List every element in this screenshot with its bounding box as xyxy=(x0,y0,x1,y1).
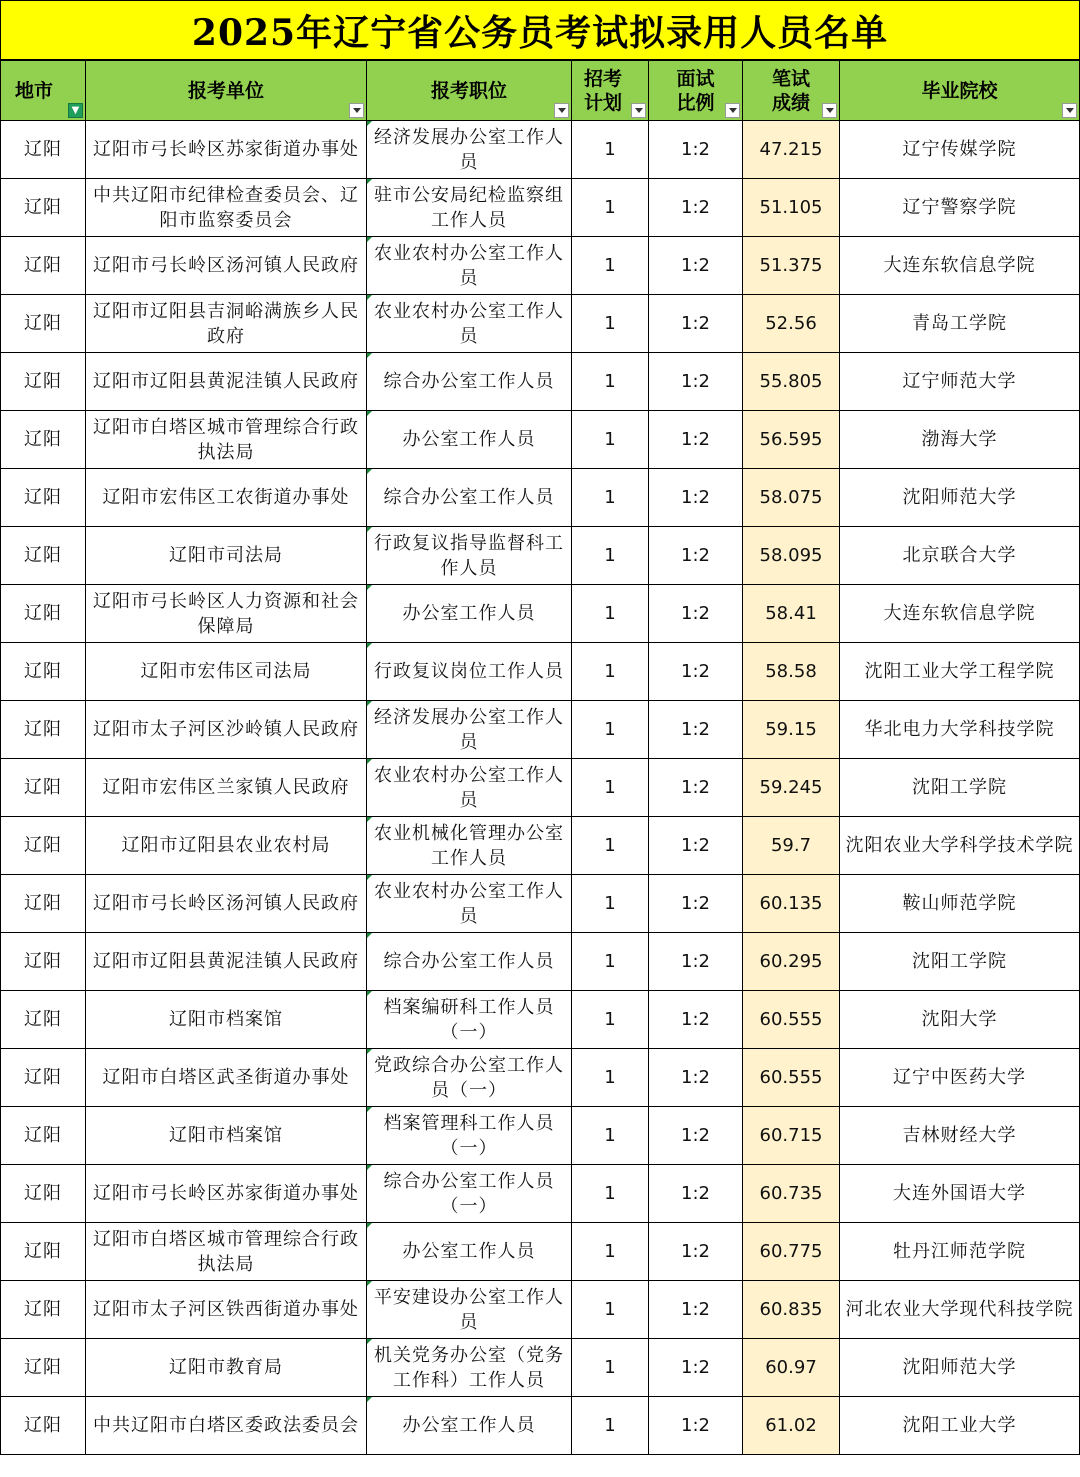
cell-region[interactable]: 辽阳 xyxy=(1,1049,86,1107)
cell-position[interactable]: 办公室工作人员 xyxy=(367,411,572,469)
cell-ratio[interactable]: 1:2 xyxy=(649,121,743,179)
cell-region[interactable]: 辽阳 xyxy=(1,295,86,353)
cell-unit[interactable]: 辽阳市教育局 xyxy=(86,1339,367,1397)
cell-ratio[interactable]: 1:2 xyxy=(649,353,743,411)
cell-quota[interactable]: 1 xyxy=(572,353,649,411)
table-row xyxy=(1,1223,1080,1281)
cell-score[interactable]: 60.835 xyxy=(743,1281,840,1339)
cell-score[interactable]: 60.555 xyxy=(743,1049,840,1107)
cell-score[interactable]: 59.15 xyxy=(743,701,840,759)
header-unit xyxy=(86,61,367,121)
cell-ratio[interactable]: 1:2 xyxy=(649,1165,743,1223)
table-row xyxy=(1,237,1080,295)
cell-quota[interactable]: 1 xyxy=(572,1049,649,1107)
cell-school[interactable]: 鞍山师范学院 xyxy=(840,875,1080,933)
cell-score[interactable]: 61.02 xyxy=(743,1397,840,1455)
cell-score[interactable]: 47.215 xyxy=(743,121,840,179)
cell-position[interactable]: 平安建设办公室工作人员 xyxy=(367,1281,572,1339)
cell-ratio[interactable]: 1:2 xyxy=(649,1281,743,1339)
cell-quota[interactable]: 1 xyxy=(572,701,649,759)
cell-ratio[interactable]: 1:2 xyxy=(649,701,743,759)
cell-region[interactable]: 辽阳 xyxy=(1,759,86,817)
cell-school[interactable]: 沈阳大学 xyxy=(840,991,1080,1049)
cell-score[interactable]: 55.805 xyxy=(743,353,840,411)
cell-ratio[interactable]: 1:2 xyxy=(649,1339,743,1397)
cell-unit[interactable]: 辽阳市辽阳县黄泥洼镇人民政府 xyxy=(86,933,367,991)
filter-dropdown-icon[interactable] xyxy=(725,103,740,118)
table-row xyxy=(1,1397,1080,1455)
cell-ratio[interactable]: 1:2 xyxy=(649,585,743,643)
cell-ratio[interactable]: 1:2 xyxy=(649,1397,743,1455)
cell-position[interactable]: 党政综合办公室工作人员（一） xyxy=(367,1049,572,1107)
applicant-table xyxy=(0,60,1080,1455)
filter-active-icon[interactable]: ▼ xyxy=(68,103,83,118)
cell-quota[interactable]: 1 xyxy=(572,643,649,701)
header-label: 笔试成绩 xyxy=(771,67,810,114)
cell-ratio[interactable]: 1:2 xyxy=(649,817,743,875)
cell-region[interactable]: 辽阳 xyxy=(1,411,86,469)
cell-position[interactable]: 农业农村办公室工作人员 xyxy=(367,875,572,933)
cell-region[interactable]: 辽阳 xyxy=(1,991,86,1049)
table-row xyxy=(1,295,1080,353)
cell-school[interactable]: 沈阳师范大学 xyxy=(840,1339,1080,1397)
filter-dropdown-icon[interactable] xyxy=(554,103,569,118)
cell-position[interactable]: 行政复议岗位工作人员 xyxy=(367,643,572,701)
cell-score[interactable]: 58.075 xyxy=(743,469,840,527)
cell-quota[interactable]: 1 xyxy=(572,237,649,295)
header-quota xyxy=(572,61,649,121)
table-row xyxy=(1,1281,1080,1339)
cell-region[interactable]: 辽阳 xyxy=(1,121,86,179)
cell-position[interactable]: 农业机械化管理办公室工作人员 xyxy=(367,817,572,875)
cell-unit[interactable]: 辽阳市弓长岭区汤河镇人民政府 xyxy=(86,875,367,933)
cell-unit[interactable]: 中共辽阳市纪律检查委员会、辽阳市监察委员会 xyxy=(86,179,367,237)
cell-unit[interactable]: 辽阳市弓长岭区人力资源和社会保障局 xyxy=(86,585,367,643)
table-row xyxy=(1,759,1080,817)
cell-ratio[interactable]: 1:2 xyxy=(649,933,743,991)
cell-quota[interactable]: 1 xyxy=(572,585,649,643)
cell-region[interactable]: 辽阳 xyxy=(1,643,86,701)
cell-position[interactable]: 农业农村办公室工作人员 xyxy=(367,759,572,817)
table-row xyxy=(1,585,1080,643)
cell-region[interactable]: 辽阳 xyxy=(1,701,86,759)
table-row xyxy=(1,991,1080,1049)
cell-school[interactable]: 华北电力大学科技学院 xyxy=(840,701,1080,759)
cell-quota[interactable]: 1 xyxy=(572,933,649,991)
table-row xyxy=(1,933,1080,991)
cell-region[interactable]: 辽阳 xyxy=(1,1339,86,1397)
cell-ratio[interactable]: 1:2 xyxy=(649,295,743,353)
cell-score[interactable]: 59.245 xyxy=(743,759,840,817)
cell-school[interactable]: 大连外国语大学 xyxy=(840,1165,1080,1223)
cell-score[interactable]: 60.775 xyxy=(743,1223,840,1281)
cell-unit[interactable]: 辽阳市白塔区城市管理综合行政执法局 xyxy=(86,411,367,469)
filter-dropdown-icon[interactable] xyxy=(822,103,837,118)
header-label: 地市 xyxy=(14,79,53,102)
table-row xyxy=(1,469,1080,527)
cell-unit[interactable]: 辽阳市白塔区武圣街道办事处 xyxy=(86,1049,367,1107)
cell-position[interactable]: 综合办公室工作人员（一） xyxy=(367,1165,572,1223)
cell-region[interactable]: 辽阳 xyxy=(1,1223,86,1281)
cell-school[interactable]: 大连东软信息学院 xyxy=(840,237,1080,295)
cell-unit[interactable]: 辽阳市白塔区城市管理综合行政执法局 xyxy=(86,1223,367,1281)
cell-unit[interactable]: 辽阳市档案馆 xyxy=(86,1107,367,1165)
table-row xyxy=(1,527,1080,585)
cell-quota[interactable]: 1 xyxy=(572,991,649,1049)
cell-region[interactable]: 辽阳 xyxy=(1,527,86,585)
cell-unit[interactable]: 辽阳市宏伟区工农街道办事处 xyxy=(86,469,367,527)
cell-ratio[interactable]: 1:2 xyxy=(649,991,743,1049)
cell-ratio[interactable]: 1:2 xyxy=(649,411,743,469)
table-row xyxy=(1,1165,1080,1223)
cell-position[interactable]: 综合办公室工作人员 xyxy=(367,469,572,527)
cell-school[interactable]: 沈阳农业大学科学技术学院 xyxy=(840,817,1080,875)
cell-position[interactable]: 办公室工作人员 xyxy=(367,1223,572,1281)
cell-school[interactable]: 辽宁警察学院 xyxy=(840,179,1080,237)
cell-score[interactable]: 60.97 xyxy=(743,1339,840,1397)
table-row xyxy=(1,701,1080,759)
cell-ratio[interactable]: 1:2 xyxy=(649,643,743,701)
header-score xyxy=(743,61,840,121)
cell-position[interactable]: 档案编研科工作人员（一） xyxy=(367,991,572,1049)
cell-school[interactable]: 大连东软信息学院 xyxy=(840,585,1080,643)
cell-score[interactable]: 51.375 xyxy=(743,237,840,295)
cell-score[interactable]: 60.555 xyxy=(743,991,840,1049)
cell-score[interactable]: 58.41 xyxy=(743,585,840,643)
cell-school[interactable]: 沈阳工业大学 xyxy=(840,1397,1080,1455)
cell-unit[interactable]: 辽阳市太子河区铁西街道办事处 xyxy=(86,1281,367,1339)
header-label: 报考单位 xyxy=(187,79,264,102)
cell-unit[interactable]: 辽阳市辽阳县黄泥洼镇人民政府 xyxy=(86,353,367,411)
cell-region[interactable]: 辽阳 xyxy=(1,585,86,643)
cell-school[interactable]: 北京联合大学 xyxy=(840,527,1080,585)
cell-unit[interactable]: 辽阳市宏伟区司法局 xyxy=(86,643,367,701)
header-school xyxy=(840,61,1080,121)
filter-dropdown-icon[interactable] xyxy=(1062,103,1077,118)
cell-score[interactable]: 60.735 xyxy=(743,1165,840,1223)
cell-quota[interactable]: 1 xyxy=(572,1339,649,1397)
header-row xyxy=(1,61,1080,121)
cell-school[interactable]: 吉林财经大学 xyxy=(840,1107,1080,1165)
cell-school[interactable]: 辽宁师范大学 xyxy=(840,353,1080,411)
cell-unit[interactable]: 辽阳市太子河区沙岭镇人民政府 xyxy=(86,701,367,759)
cell-quota[interactable]: 1 xyxy=(572,1397,649,1455)
cell-unit[interactable]: 辽阳市辽阳县吉洞峪满族乡人民政府 xyxy=(86,295,367,353)
cell-position[interactable]: 农业农村办公室工作人员 xyxy=(367,295,572,353)
filter-dropdown-icon[interactable] xyxy=(349,103,364,118)
table-row xyxy=(1,179,1080,237)
cell-position[interactable]: 办公室工作人员 xyxy=(367,1397,572,1455)
cell-unit[interactable]: 辽阳市弓长岭区汤河镇人民政府 xyxy=(86,237,367,295)
cell-region[interactable]: 辽阳 xyxy=(1,1107,86,1165)
cell-unit[interactable]: 中共辽阳市白塔区委政法委员会 xyxy=(86,1397,367,1455)
cell-ratio[interactable]: 1:2 xyxy=(649,759,743,817)
cell-school[interactable]: 沈阳师范大学 xyxy=(840,469,1080,527)
cell-position[interactable]: 机关党务办公室（党务工作科）工作人员 xyxy=(367,1339,572,1397)
cell-score[interactable]: 52.56 xyxy=(743,295,840,353)
cell-region[interactable]: 辽阳 xyxy=(1,1397,86,1455)
cell-quota[interactable]: 1 xyxy=(572,295,649,353)
cell-quota[interactable]: 1 xyxy=(572,1281,649,1339)
cell-position[interactable]: 经济发展办公室工作人员 xyxy=(367,121,572,179)
cell-school[interactable]: 沈阳工业大学工程学院 xyxy=(840,643,1080,701)
cell-score[interactable]: 58.58 xyxy=(743,643,840,701)
table-row xyxy=(1,643,1080,701)
cell-region[interactable]: 辽阳 xyxy=(1,933,86,991)
cell-score[interactable]: 60.135 xyxy=(743,875,840,933)
header-label: 招考计划 xyxy=(583,67,622,114)
table-row xyxy=(1,817,1080,875)
cell-score[interactable]: 60.295 xyxy=(743,933,840,991)
cell-unit[interactable]: 辽阳市宏伟区兰家镇人民政府 xyxy=(86,759,367,817)
cell-quota[interactable]: 1 xyxy=(572,875,649,933)
cell-quota[interactable]: 1 xyxy=(572,179,649,237)
cell-school[interactable]: 渤海大学 xyxy=(840,411,1080,469)
cell-ratio[interactable]: 1:2 xyxy=(649,1223,743,1281)
cell-quota[interactable]: 1 xyxy=(572,527,649,585)
table-row xyxy=(1,1049,1080,1107)
cell-region[interactable]: 辽阳 xyxy=(1,1165,86,1223)
cell-region[interactable]: 辽阳 xyxy=(1,179,86,237)
cell-ratio[interactable]: 1:2 xyxy=(649,237,743,295)
filter-dropdown-icon[interactable] xyxy=(631,103,646,118)
cell-position[interactable]: 综合办公室工作人员 xyxy=(367,353,572,411)
cell-school[interactable]: 沈阳工学院 xyxy=(840,933,1080,991)
cell-region[interactable]: 辽阳 xyxy=(1,353,86,411)
cell-score[interactable]: 60.715 xyxy=(743,1107,840,1165)
cell-unit[interactable]: 辽阳市弓长岭区苏家街道办事处 xyxy=(86,121,367,179)
cell-position[interactable]: 经济发展办公室工作人员 xyxy=(367,701,572,759)
cell-school[interactable]: 辽宁中医药大学 xyxy=(840,1049,1080,1107)
cell-school[interactable]: 沈阳工学院 xyxy=(840,759,1080,817)
cell-score[interactable]: 58.095 xyxy=(743,527,840,585)
cell-school[interactable]: 辽宁传媒学院 xyxy=(840,121,1080,179)
cell-position[interactable]: 驻市公安局纪检监察组工作人员 xyxy=(367,179,572,237)
table-row xyxy=(1,411,1080,469)
table-row xyxy=(1,121,1080,179)
cell-ratio[interactable]: 1:2 xyxy=(649,1049,743,1107)
cell-position[interactable]: 档案管理科工作人员（一） xyxy=(367,1107,572,1165)
cell-region[interactable]: 辽阳 xyxy=(1,1281,86,1339)
table-row xyxy=(1,1339,1080,1397)
cell-ratio[interactable]: 1:2 xyxy=(649,179,743,237)
table-row xyxy=(1,875,1080,933)
header-region xyxy=(1,61,86,121)
cell-quota[interactable]: 1 xyxy=(572,759,649,817)
header-position xyxy=(367,61,572,121)
cell-quota[interactable]: 1 xyxy=(572,817,649,875)
cell-unit[interactable]: 辽阳市辽阳县农业农村局 xyxy=(86,817,367,875)
cell-position[interactable]: 办公室工作人员 xyxy=(367,585,572,643)
cell-ratio[interactable]: 1:2 xyxy=(649,875,743,933)
cell-quota[interactable]: 1 xyxy=(572,1223,649,1281)
cell-position[interactable]: 综合办公室工作人员 xyxy=(367,933,572,991)
cell-region[interactable]: 辽阳 xyxy=(1,817,86,875)
cell-quota[interactable]: 1 xyxy=(572,411,649,469)
cell-region[interactable]: 辽阳 xyxy=(1,469,86,527)
cell-school[interactable]: 牡丹江师范学院 xyxy=(840,1223,1080,1281)
cell-unit[interactable]: 辽阳市档案馆 xyxy=(86,991,367,1049)
cell-quota[interactable]: 1 xyxy=(572,121,649,179)
cell-quota[interactable]: 1 xyxy=(572,1107,649,1165)
cell-position[interactable]: 农业农村办公室工作人员 xyxy=(367,237,572,295)
cell-quota[interactable]: 1 xyxy=(572,469,649,527)
cell-unit[interactable]: 辽阳市司法局 xyxy=(86,527,367,585)
cell-region[interactable]: 辽阳 xyxy=(1,875,86,933)
table-row xyxy=(1,353,1080,411)
cell-score[interactable]: 56.595 xyxy=(743,411,840,469)
header-label: 报考职位 xyxy=(430,79,507,102)
header-label: 面试比例 xyxy=(676,67,715,114)
cell-ratio[interactable]: 1:2 xyxy=(649,527,743,585)
cell-ratio[interactable]: 1:2 xyxy=(649,1107,743,1165)
cell-score[interactable]: 51.105 xyxy=(743,179,840,237)
cell-ratio[interactable]: 1:2 xyxy=(649,469,743,527)
cell-region[interactable]: 辽阳 xyxy=(1,237,86,295)
header-ratio xyxy=(649,61,743,121)
cell-score[interactable]: 59.7 xyxy=(743,817,840,875)
cell-school[interactable]: 河北农业大学现代科技学院 xyxy=(840,1281,1080,1339)
cell-school[interactable]: 青岛工学院 xyxy=(840,295,1080,353)
cell-position[interactable]: 行政复议指导监督科工作人员 xyxy=(367,527,572,585)
header-label: 毕业院校 xyxy=(921,79,998,102)
cell-quota[interactable]: 1 xyxy=(572,1165,649,1223)
sheet-title: 2025年辽宁省公务员考试拟录用人员名单 xyxy=(0,0,1080,60)
table-row xyxy=(1,1107,1080,1165)
cell-unit[interactable]: 辽阳市弓长岭区苏家街道办事处 xyxy=(86,1165,367,1223)
